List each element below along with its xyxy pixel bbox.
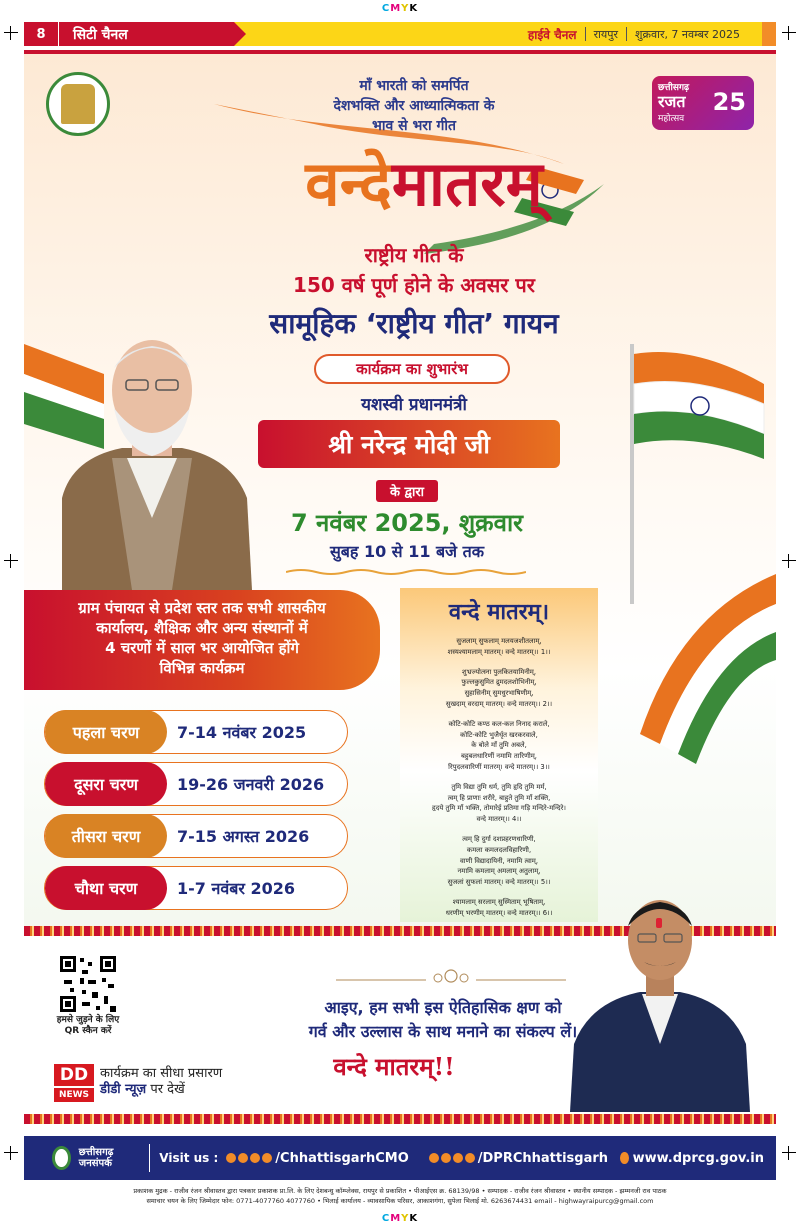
- social-handle-dpr[interactable]: /DPRChhattisgarh: [477, 1150, 609, 1166]
- flag-drape-right-icon: [620, 574, 776, 824]
- anthem-lyrics-box: [400, 588, 598, 922]
- visit-label: Visit us :: [159, 1151, 219, 1165]
- imprint-line: प्रकाशक मुद्रक - राजीव रंजन श्रीवास्तव द्वारा पत्रकार प्रकाशक प्रा.लि. के लिए देशबन्धु कॉम्प्लेक्स, रायपुर से प्रकाशित • पीआईएस क्र. 68139/98 • सम्पादक - राजीव रंजन श्रीवास्तव • स्थानीय सम्पादक - झम्मनजी राव पाठक समाचार चयन के लिए जिम्मेदार फोन: 0771-4077760 4077760 • भिलाई कार्यालय - व्यावसायिक परिसर, आकाशगंगा, सुपेला भिलाई मो. 6263674431 email - highwayraipurcg@gmail.com: [133, 1187, 667, 1205]
- registration-mark: [4, 1146, 18, 1160]
- pm-name-banner: श्री नरेन्द्र मोदी जी: [258, 420, 560, 468]
- phase-dates: 7-14 नवंबर 2025: [177, 723, 307, 742]
- chhattisgarh-emblem-icon: [46, 72, 110, 136]
- social-handle-cmo[interactable]: /ChhattisgarhCMO: [275, 1150, 409, 1166]
- page-header: [24, 22, 776, 46]
- footer-bar: [24, 1136, 776, 1180]
- lyrics-stanza: श्यामलाम् सरलाम् सुस्मिताम् भूषिताम्, धरणीम् भरणीम् मातरम्। वन्दे मातरम्।। 6।।: [445, 897, 553, 917]
- header-corner: [762, 22, 776, 46]
- youtube-icon: [465, 1153, 475, 1163]
- jansampark-logo-icon: [52, 1146, 71, 1170]
- twitter-icon: [441, 1153, 451, 1163]
- registration-mark: [4, 554, 18, 568]
- footer-brand: छत्तीसगढ़ जनसंपर्क: [78, 1147, 114, 1169]
- phase-row: [44, 814, 348, 858]
- event-time: सुबह 10 से 11 बजे तक: [329, 542, 485, 561]
- appeal-text: आइए, हम सभी इस ऐतिहासिक क्षण को गर्व और उल्लास के साथ मनाने का संकल्प लें।: [308, 998, 578, 1041]
- color-bar-bottom: CMYK: [381, 1213, 419, 1224]
- instagram-icon: [250, 1153, 260, 1163]
- lyrics-stanza: त्वम् हि दुर्गा दशप्रहरणधारिणी, कमला कमलदलविहारिणी, वाणी विद्यादायिनी, नमामि त्वाम्, नमामि कमलाम् अमलाम् अतुलाम्, सुजलां सुफलां मातरम्। वन्दे मातरम्।। 5।।: [447, 834, 551, 887]
- registration-mark: [782, 26, 796, 40]
- phase-label: तीसरा चरण: [45, 814, 167, 858]
- phase-row: [44, 866, 348, 910]
- prime-minister-photo: [32, 308, 272, 590]
- youtube-icon: [262, 1153, 272, 1163]
- program-info-box: ग्राम पंचायत से प्रदेश स्तर तक सभी शासकीय कार्यालय, शैक्षिक और अन्य संस्थानों में 4 चरणों में साल भर आयोजित होंगे विभिन्न कार्यक्रम: [24, 590, 380, 690]
- phase-dates: 19-26 जनवरी 2026: [177, 775, 325, 794]
- issue-date: शुक्रवार, 7 नवम्बर 2025: [635, 27, 740, 41]
- qr-caption: हमसे जुड़ने के लिए QR स्कैन करें: [56, 1015, 120, 1036]
- social-icons: [429, 1153, 475, 1163]
- header-info: [234, 22, 762, 46]
- broadcast-info: कार्यक्रम का सीधा प्रसारण डीडी न्यूज़ पर देखें: [100, 1066, 223, 1097]
- phase-label: चौथा चरण: [45, 866, 167, 910]
- phase-row: [44, 762, 348, 806]
- indian-flag-icon: [614, 344, 774, 604]
- newspaper-brand: हाईवे चैनल: [527, 27, 577, 42]
- ornamental-divider-icon: [286, 568, 526, 576]
- chief-minister-photo: [560, 874, 760, 1112]
- advertisement-poster: [24, 54, 776, 934]
- facebook-icon: [226, 1153, 236, 1163]
- header-divider: [585, 27, 586, 41]
- header-divider: [626, 27, 627, 41]
- facebook-icon: [429, 1153, 439, 1163]
- footer-divider: [149, 1144, 150, 1172]
- edition-city: रायपुर: [593, 27, 619, 41]
- qr-code-icon[interactable]: [58, 954, 118, 1014]
- vande-mataram-slogan: वन्दे मातरम्!!: [333, 1052, 455, 1081]
- dd-news-logo: DD NEWS: [54, 1064, 94, 1102]
- lyrics-title: वन्दे मातरम्।: [448, 599, 550, 625]
- globe-icon: [620, 1152, 629, 1164]
- phase-label: पहला चरण: [45, 710, 167, 754]
- phase-dates: 1-7 नवंबर 2026: [177, 879, 296, 898]
- event-date: 7 नवंबर 2025, शुक्रवार: [291, 509, 523, 537]
- phase-label: दूसरा चरण: [45, 762, 167, 806]
- rajat-mahotsav-logo: छत्तीसगढ़ रजत महोत्सव 25: [652, 76, 754, 130]
- lyrics-stanza: शुभ्रज्योत्स्ना पुलकितयामिनीम्, फुल्लकुसुमित द्रुमदलशोभिनीम्, सुहासिनीम् सुमधुरभाषिणीम्, सुखदाम् वरदाम् मातरम्। वन्दे मातरम्।। 2।।: [445, 667, 553, 708]
- by-label: के द्वारा: [376, 480, 438, 502]
- poster-tagline: माँ भारती को समर्पित देशभक्ति और आध्यात्मिकता के भाव से भरा गीत: [333, 78, 495, 134]
- ornament-icon: [336, 966, 566, 988]
- page-number: 8: [24, 22, 58, 46]
- section-name: सिटी चैनल: [58, 22, 234, 46]
- decorative-band: [24, 1114, 776, 1124]
- phase-row: [44, 710, 348, 754]
- registration-mark: [4, 26, 18, 40]
- website-link[interactable]: www.dprcg.gov.in: [632, 1150, 764, 1166]
- social-icons: [226, 1153, 272, 1163]
- vande-mataram-title: वन्देमातरम्: [305, 147, 543, 220]
- twitter-icon: [238, 1153, 248, 1163]
- lyrics-stanza: सुजलाम् सुफलाम् मलयजशीतलाम्, शस्यश्यामलाम् मातरम्। वन्दे मातरम्।। 1।।: [447, 637, 551, 656]
- pm-subheading: यशस्वी प्रधानमंत्री: [361, 395, 467, 415]
- phase-dates: 7-15 अगस्त 2026: [177, 827, 310, 846]
- lyrics-stanza: कोटि-कोटि कण्ठ कल-कल निनाद कराले, कोटि-कोटि भुजैर्धृत खरकरवाले, के बोले माँ तुमि अबले, बहुबलधारिणीं नमामि तारिणीम्, रिपुदलवारिणीं मातरम्। वन्दे मातरम्।। 3।।: [448, 719, 550, 771]
- registration-mark: [782, 1146, 796, 1160]
- color-bar-top: CMYK: [381, 3, 419, 14]
- collective-singing-heading: सामूहिक ‘राष्ट्रीय गीत’ गायन: [269, 307, 559, 340]
- registration-mark: [782, 554, 796, 568]
- instagram-icon: [453, 1153, 463, 1163]
- anniversary-heading: राष्ट्रीय गीत के 150 वर्ष पूर्ण होने के अवसर पर: [293, 243, 535, 297]
- launch-pill: कार्यक्रम का शुभारंभ: [314, 354, 510, 384]
- lyrics-stanza: तुमि विद्या तुमि धर्म, तुमि हृदि तुमि मर्म, त्वम् हि प्राणाः शरीरे, बाहुते तुमि माँ शक्ति, हृदये तुमि माँ भक्ति, तोमारेई प्रतिमा गड़ि मन्दिरे-मन्दिरे। वन्दे मातरम्।। 4।।: [432, 782, 566, 824]
